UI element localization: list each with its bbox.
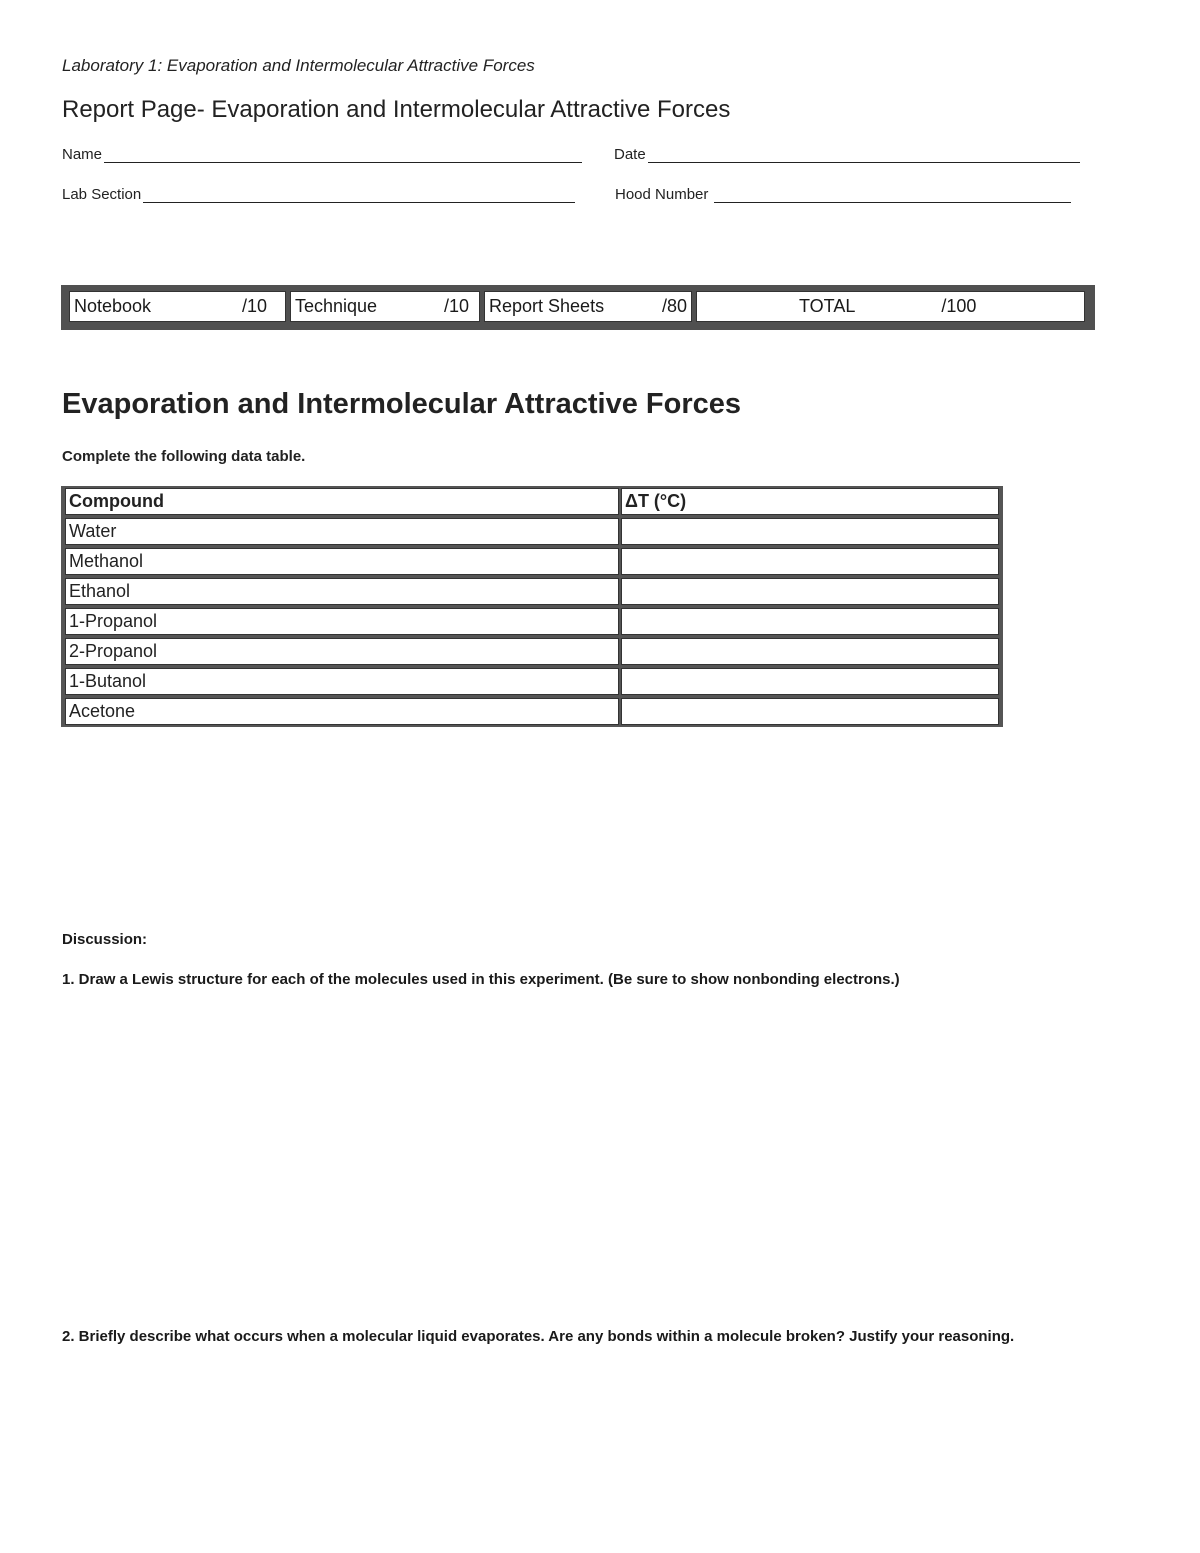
score-max: /10 [241,296,267,316]
score-max: /80 [661,296,687,316]
date-field[interactable] [614,146,1080,163]
score-label: Notebook [74,296,152,316]
discussion-label: Discussion: [62,931,148,948]
lab-section-field[interactable] [62,186,575,203]
table-row [65,548,999,575]
hood-number-label: Hood Number [615,186,709,203]
score-table [61,285,1095,330]
compound-cell: Ethanol [65,578,619,605]
table-instruction: Complete the following data table. [62,448,306,465]
table-header-row [65,488,999,515]
table-row [65,638,999,665]
lab-section-label: Lab Section [62,186,142,203]
lab-section-line[interactable] [143,186,575,203]
name-line[interactable] [104,146,582,163]
score-max: /100 [941,296,977,316]
question-2: 2. Briefly describe what occurs when a molecular liquid evaporates. Are any bonds within a molecule broken? Justify your reasoning. [62,1328,1015,1345]
date-line[interactable] [648,146,1080,163]
score-max: /10 [443,296,469,316]
delta-t-cell[interactable] [621,668,999,695]
delta-t-cell[interactable] [621,578,999,605]
compound-cell: 1-Propanol [65,608,619,635]
header-compound: Compound [65,488,619,515]
hood-number-field[interactable] [615,186,1071,203]
delta-t-cell[interactable] [621,638,999,665]
data-table [61,486,1003,727]
delta-t-cell[interactable] [621,518,999,545]
delta-t-cell[interactable] [621,698,999,725]
lab-header: Laboratory 1: Evaporation and Intermolecular Attractive Forces [62,56,535,75]
table-row [65,578,999,605]
question-1: 1. Draw a Lewis structure for each of the molecules used in this experiment. (Be sure to show nonbonding electrons.) [62,971,900,988]
section-title: Evaporation and Intermolecular Attractive Forces [62,388,742,420]
score-report-sheets [484,291,692,322]
compound-cell: 2-Propanol [65,638,619,665]
delta-t-cell[interactable] [621,608,999,635]
report-title: Report Page- Evaporation and Intermolecular Attractive Forces [62,96,731,123]
score-notebook [69,291,286,322]
score-label: Report Sheets [489,296,605,316]
hood-number-line[interactable] [714,186,1071,203]
delta-t-cell[interactable] [621,548,999,575]
table-row [65,608,999,635]
table-row [65,698,999,725]
compound-cell: Water [65,518,619,545]
compound-cell: 1-Butanol [65,668,619,695]
compound-cell: Methanol [65,548,619,575]
score-label: Technique [295,296,378,316]
compound-cell: Acetone [65,698,619,725]
table-row [65,668,999,695]
score-technique [290,291,480,322]
score-total [696,291,1085,322]
header-delta-t: ΔT (°C) [621,488,999,515]
table-row [65,518,999,545]
name-field[interactable] [62,146,582,163]
date-label: Date [614,146,646,163]
score-label: TOTAL [799,296,856,316]
name-label: Name [62,146,103,163]
